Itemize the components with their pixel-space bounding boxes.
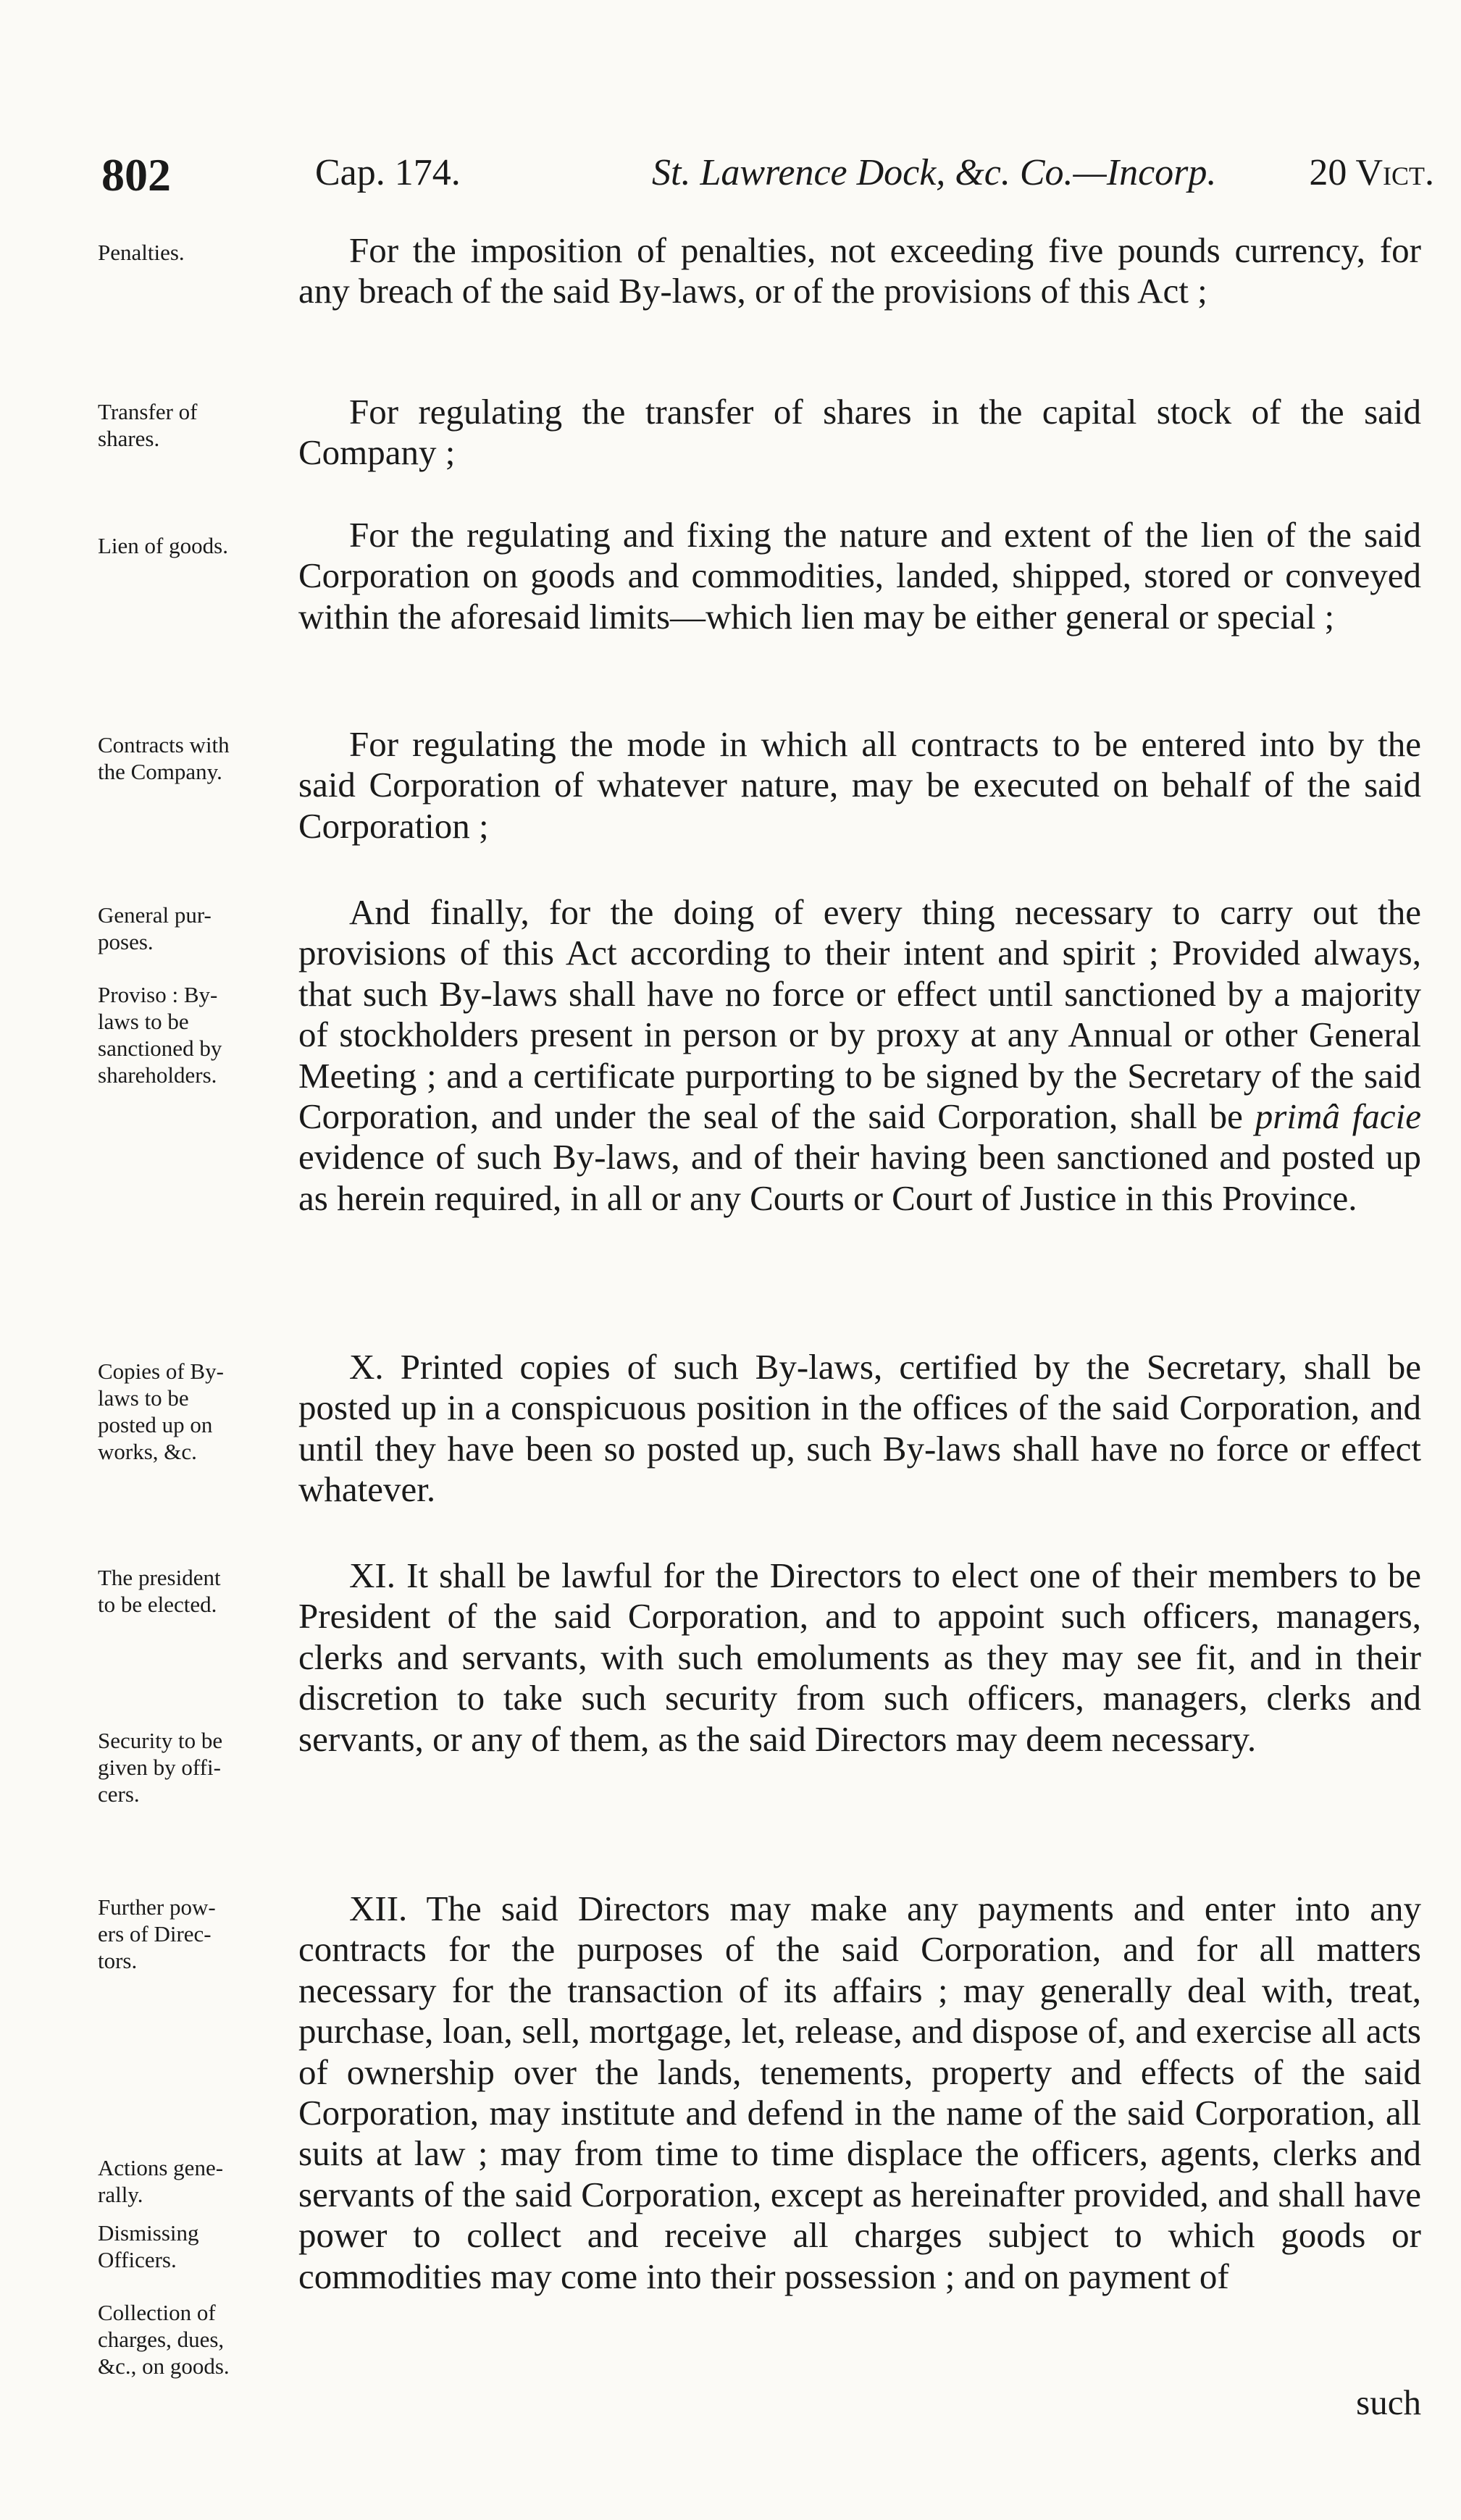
margin-note-copies-of-bylaws: Copies of By- laws to be posted up on works, &c. — [98, 1358, 224, 1464]
margin-note-further-powers: Further pow- ers of Direc- tors. — [98, 1894, 216, 1973]
paragraph-transfer: For regulating the transfer of shares in the capital stock of the said Company ; — [298, 392, 1421, 473]
margin-note-proviso: Proviso : By- laws to be sanctioned by shareholders. — [98, 982, 222, 1088]
margin-note-contracts: Contracts with the Company. — [98, 732, 230, 784]
margin-note-general-purposes: General pur- poses. — [98, 902, 212, 954]
paragraph-penalties: For the imposition of penalties, not exceeding five pounds currency, for any breach of the said By-laws, or of the provisions of this Act ; — [298, 230, 1421, 311]
paragraph-section-xii: XII. The said Directors may make any payments and enter into any contracts for the purposes of the said Corporation, and for all matters necessary for the transaction of its affairs ; may generally deal with, treat, purchase, loan, sell, mortgage, let, release, and dispose of, and exercise all acts of ownership over the lands, tenements, property and effects of the said Corporation, may institute and defend in the name of the said Corporation, all suits at law ; may from time to time displace the officers, agents, clerks and servants of the said Corporation, except as hereinafter provided, and shall have power to collect and receive all charges subject to which goods or commodities may come into their possession ; and on payment of — [298, 1889, 1421, 2296]
act-title: St. Lawrence Dock, &c. Co.—Incorp. — [652, 152, 1217, 193]
paragraph-section-x: X. Printed copies of such By-laws, certified by the Secretary, shall be posted up in a conspicuous position in the offices of the said Corporation, and until they have been so posted up, such By-laws shall have no force or effect whatever. — [298, 1347, 1421, 1510]
running-header — [101, 148, 1434, 206]
general-text-italic: primâ facie — [1255, 1096, 1421, 1137]
margin-note-penalties: Penalties. — [98, 240, 185, 265]
catchword: such — [1356, 2382, 1421, 2422]
margin-note-security: Security to be given by offi- cers. — [98, 1728, 223, 1807]
paragraph-lien: For the regulating and fixing the nature and extent of the lien of the said Corporation on goods and commodities, landed, shipped, stored or conveyed within the aforesaid limits—which lien may be either general or special ; — [298, 515, 1421, 637]
paragraph-section-xi: XI. It shall be lawful for the Directors to elect one of their members to be President of the said Corporation, and to appoint such officers, managers, clerks and servants, with such emoluments as they may see fit, and in their discretion to take such security from such officers, managers, clerks and servants, or any of them, as the said Directors may deem necessary. — [298, 1555, 1421, 1759]
paragraph-contracts: For regulating the mode in which all contracts to be entered into by the said Corporation of whatever nature, may be executed on behalf of the said Corporation ; — [298, 724, 1421, 846]
general-text-b: evidence of such By-laws, and of their having been sanctioned and posted up as herein required, in all or any Courts or Court of Justice in this Province. — [298, 1137, 1421, 1218]
margin-note-collection: Collection of charges, dues, &c., on goods. — [98, 2300, 230, 2379]
general-text-a: And finally, for the doing of every thing necessary to carry out the provisions of this Act according to their intent and spirit ; Provided always, that such By-laws shall have no force or effect until sanctioned by a majority of stockholders present in person or by proxy at any Annual or other General Meeting ; and a certificate purporting to be signed by the Secretary of the said Corporation, and under the seal of the said Corporation, shall be — [298, 892, 1421, 1137]
margin-note-president: The president to be elected. — [98, 1565, 221, 1617]
margin-note-lien: Lien of goods. — [98, 533, 228, 558]
page-number: 802 — [101, 149, 171, 201]
margin-note-actions: Actions gene- rally. — [98, 2155, 224, 2207]
margin-note-transfer: Transfer of shares. — [98, 399, 198, 451]
chapter-label: Cap. 174. — [315, 152, 461, 193]
paragraph-general-purposes — [298, 892, 1421, 1219]
regnal-year: 20 Vict. — [1309, 152, 1434, 193]
margin-note-dismissing: Dismissing Officers. — [98, 2220, 199, 2272]
